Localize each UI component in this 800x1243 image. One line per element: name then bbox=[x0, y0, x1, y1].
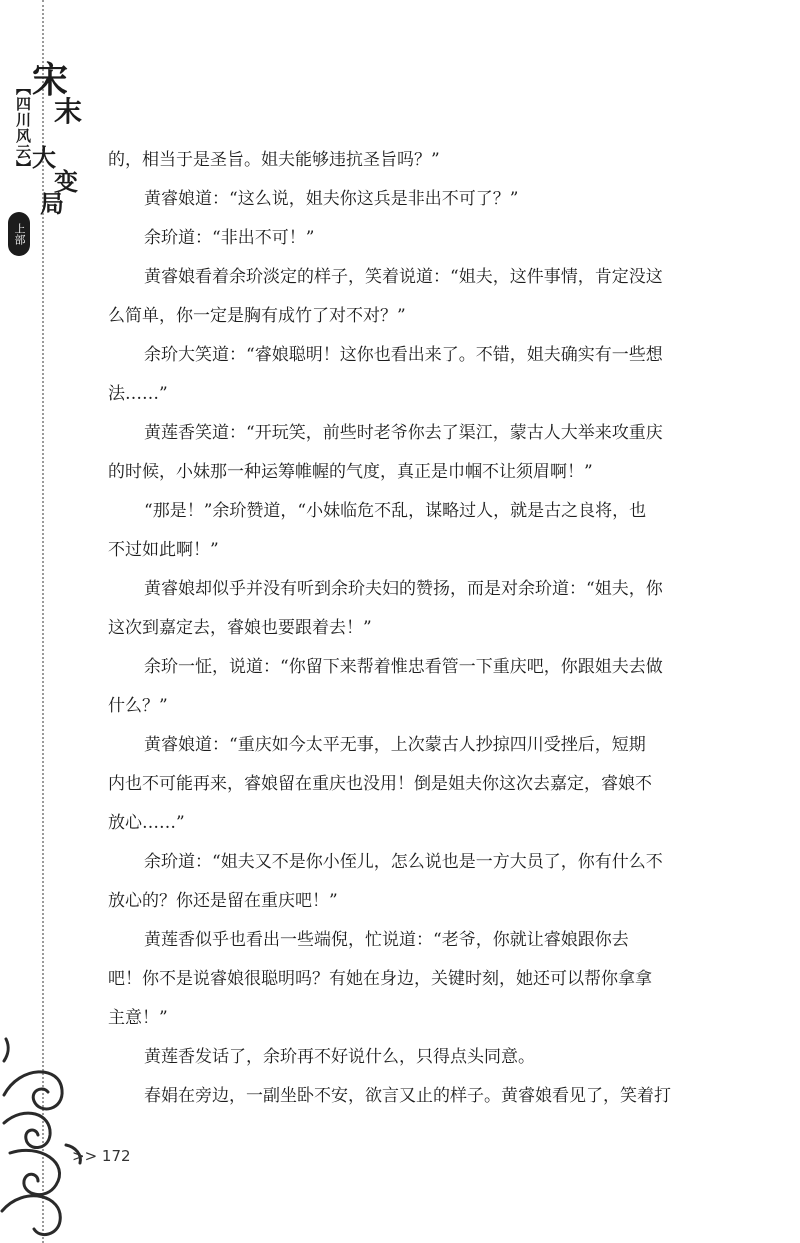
text-line: 什么？” bbox=[108, 696, 168, 716]
volume-badge: 上部 bbox=[8, 212, 30, 256]
title-char: 局 bbox=[40, 189, 64, 218]
text-line: 这次到嘉定去，睿娘也要跟着去！” bbox=[108, 618, 372, 638]
text-line: 的，相当于是圣旨。姐夫能够违抗圣旨吗？” bbox=[108, 150, 440, 170]
text-line: 吧！你不是说睿娘很聪明吗？有她在身边，关键时刻，她还可以帮你拿拿 bbox=[108, 969, 652, 989]
text-line: 黄睿娘道：“这么说，姐夫你这兵是非出不可了？” bbox=[144, 189, 519, 209]
text-line: 余玠一怔，说道：“你留下来帮着惟忠看管一下重庆吧，你跟姐夫去做 bbox=[144, 657, 663, 677]
text-line: “那是！”余玠赞道，“小妹临危不乱，谋略过人，就是古之良将，也 bbox=[144, 501, 647, 521]
text-line: 黄睿娘道：“重庆如今太平无事，上次蒙古人抄掠四川受挫后，短期 bbox=[144, 735, 646, 755]
text-line: 黄莲香发话了，余玠再不好说什么，只得点头同意。 bbox=[144, 1047, 535, 1067]
text-line: 黄莲香笑道：“开玩笑，前些时老爷你去了渠江，蒙古人大举来攻重庆 bbox=[144, 423, 663, 443]
text-line: 余玠道：“姐夫又不是你小侄儿，怎么说也是一方大员了，你有什么不 bbox=[144, 852, 663, 872]
title-char: 末 bbox=[54, 95, 83, 128]
text-line: 春娟在旁边，一副坐卧不安，欲言又止的样子。黄睿娘看见了，笑着打 bbox=[144, 1086, 671, 1106]
text-line: 余玠道：“非出不可！” bbox=[144, 228, 315, 248]
text-line: 余玠大笑道：“睿娘聪明！这你也看出来了。不错，姐夫确实有一些想 bbox=[144, 345, 663, 365]
text-line: 不过如此啊！” bbox=[108, 540, 219, 560]
text-line: 放心……” bbox=[108, 813, 185, 833]
title-char: 宋 bbox=[32, 59, 69, 101]
text-line: 主意！” bbox=[108, 1008, 168, 1028]
text-line: 法……” bbox=[108, 384, 168, 404]
text-line: 么简单，你一定是胸有成竹了对不对？” bbox=[108, 306, 406, 326]
text-line: 黄睿娘却似乎并没有听到余玠夫妇的赞扬，而是对余玠道：“姐夫，你 bbox=[144, 579, 663, 599]
title-char: 大 bbox=[32, 143, 56, 172]
cloud-ornament-icon bbox=[0, 1035, 90, 1243]
text-line: 放心的？你还是留在重庆吧！” bbox=[108, 891, 338, 911]
text-line: 内也不可能再来，睿娘留在重庆也没用！倒是姐夫你这次去嘉定，睿娘不 bbox=[108, 774, 652, 794]
series-label: 【四川风云】 bbox=[14, 80, 32, 176]
text-line: 黄莲香似乎也看出一些端倪，忙说道：“老爷，你就让睿娘跟你去 bbox=[144, 930, 629, 950]
text-line: 黄睿娘看着余玠淡定的样子，笑着说道：“姐夫，这件事情，肯定没这 bbox=[144, 267, 663, 287]
page-number: >> 172 bbox=[72, 1147, 131, 1165]
title-char: 变 bbox=[54, 167, 78, 196]
text-line: 的时候，小妹那一种运筹帷幄的气度，真正是巾帼不让须眉啊！” bbox=[108, 462, 593, 482]
